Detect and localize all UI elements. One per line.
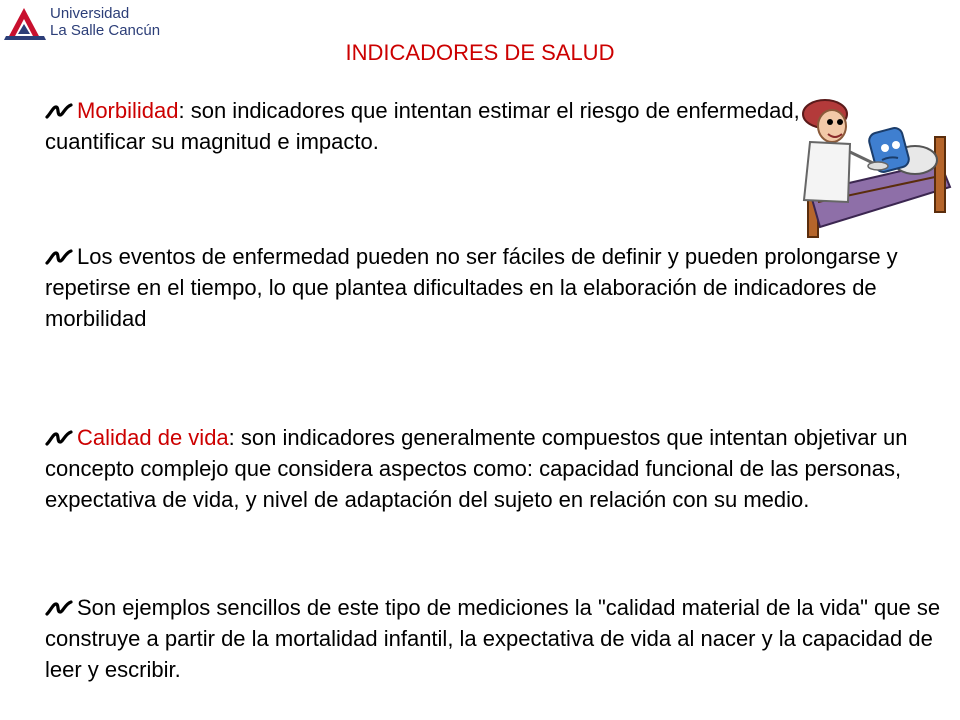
- nurse-patient-illustration: [790, 92, 960, 242]
- paragraph-morbilidad: [45, 95, 805, 157]
- paragraph-highlight: Morbilidad: [77, 98, 179, 123]
- paragraph-eventos: [45, 241, 945, 334]
- page-title: INDICADORES DE SALUD: [345, 40, 615, 65]
- paragraph-text: : son indicadores generalmente compuestos que intentan objetivar un concepto complejo que considera aspectos como: capacidad funcional de las personas, expectativa de vida, y nivel de adaptación del sujeto en relación con su medio.: [45, 425, 908, 512]
- swoosh-bullet-icon: [45, 600, 73, 616]
- paragraph-text: Los eventos de enfermedad pueden no ser fáciles de definir y pueden prolongarse y repetirse en el tiempo, lo que plantea dificultades en la elaboración de indicadores de morbilidad: [45, 244, 898, 331]
- university-logo: [4, 2, 204, 44]
- university-logo-icon: [4, 4, 46, 42]
- paragraph-calidad-de-vida: [45, 422, 945, 515]
- swoosh-bullet-icon: [45, 249, 73, 265]
- logo-line-2: La Salle Cancún: [50, 22, 161, 39]
- swoosh-bullet-icon: [45, 430, 73, 446]
- paragraph-highlight: Calidad de vida: [77, 425, 229, 450]
- logo-line-1: Universidad: [50, 5, 130, 22]
- swoosh-bullet-icon: [45, 103, 73, 119]
- paragraph-text: : son indicadores que intentan estimar el riesgo de enfermedad, cuantificar su magnitud e impacto.: [45, 98, 800, 154]
- logo-text: [50, 5, 160, 39]
- paragraph-text: Son ejemplos sencillos de este tipo de mediciones la "calidad material de la vida" que se construye a partir de la mortalidad infantil, la expectativa de vida al nacer y la capacidad de leer y escribir.: [45, 595, 941, 682]
- paragraph-ejemplos: [45, 592, 945, 685]
